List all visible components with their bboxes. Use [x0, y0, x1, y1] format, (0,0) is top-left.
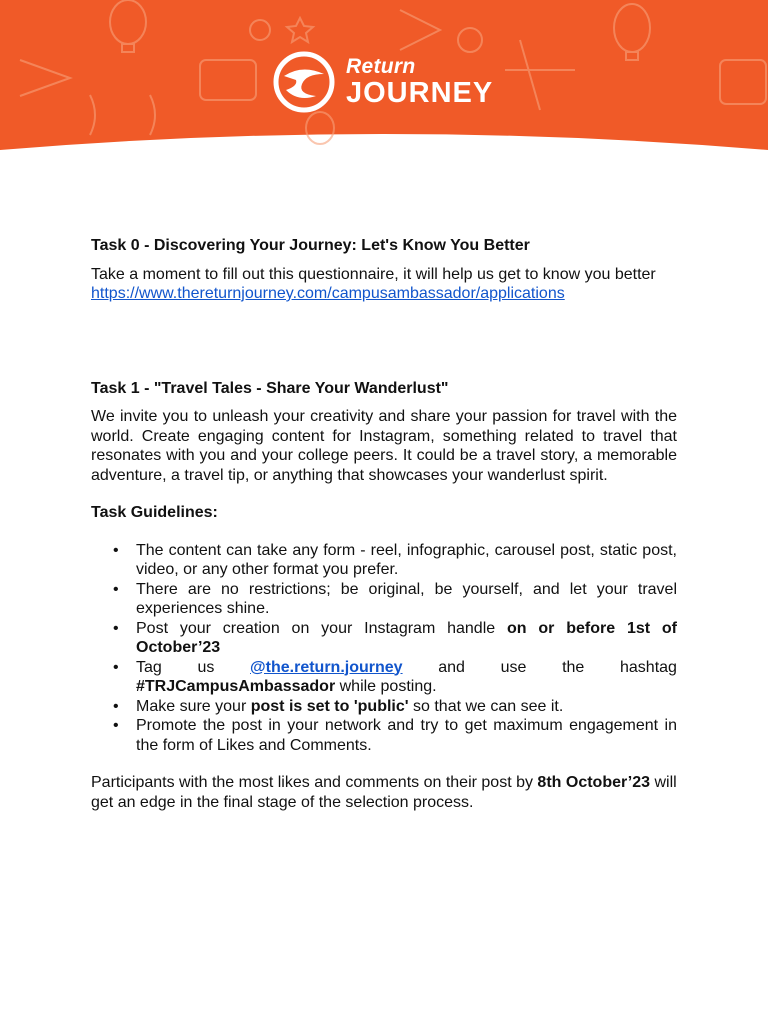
- deadline-text: on or before 1st of October’23: [136, 619, 677, 656]
- swirl-logo-icon: [272, 50, 336, 114]
- task0-body: Take a moment to fill out this questionnaire, it will help us get to know you better: [91, 265, 656, 283]
- document-body: [91, 236, 677, 812]
- bullet-icon: •: [113, 697, 119, 715]
- list-item: • Promote the post in your network and try to get maximum engagement in the form of Likes and Comments.: [113, 717, 677, 754]
- bullet-icon: •: [113, 658, 119, 676]
- list-item: • The content can take any form - reel, infographic, carousel post, static post, video, or any other format you prefer.: [113, 541, 677, 578]
- brand-name-top: Return: [346, 55, 416, 78]
- guidelines-title: Task Guidelines:: [91, 504, 218, 521]
- hashtag-text: #TRJCampusAmbassador: [136, 678, 336, 695]
- header-banner: [0, 0, 768, 170]
- bullet-icon: •: [113, 541, 119, 559]
- guidelines-list: [91, 541, 677, 756]
- bullet-icon: •: [113, 619, 119, 637]
- closing-paragraph: Participants with the most likes and comments on their post by 8th October’23 will get an edge in the final stage of the selection process.: [91, 774, 677, 811]
- list-item: • Make sure your post is set to 'public' so that we can see it.: [113, 697, 564, 715]
- list-item: • There are no restrictions; be original, be yourself, and let your travel experiences shine.: [113, 580, 677, 617]
- task1-body: We invite you to unleash your creativity and share your passion for travel with the world. Create engaging content for Instagram, something related to travel that resonates with you and your college peers. It could be a travel story, a memorable adventure, a travel tip, or anything that showcases your wanderlust spirit.: [91, 408, 677, 484]
- bullet-icon: •: [113, 717, 119, 734]
- list-item: • Post your creation on your Instagram handle on or before 1st of October’23: [113, 619, 677, 656]
- final-date-text: 8th October’23: [537, 774, 651, 791]
- questionnaire-link[interactable]: https://www.thereturnjourney.com/campusambassador/applications: [91, 285, 565, 302]
- public-post-text: post is set to 'public': [250, 697, 409, 715]
- brand-logo: [272, 50, 493, 114]
- bullet-icon: •: [113, 580, 119, 598]
- list-item: • Tag us @the.return.journey and use the hashtag #TRJCampusAmbassador while posting.: [113, 658, 677, 695]
- brand-name-bottom: JOURNEY: [346, 77, 494, 109]
- task1-title: Task 1 - "Travel Tales - Share Your Wanderlust": [91, 379, 449, 397]
- instagram-handle-link[interactable]: @the.return.journey: [250, 658, 403, 676]
- task0-title: Task 0 - Discovering Your Journey: Let's Know You Better: [91, 237, 530, 254]
